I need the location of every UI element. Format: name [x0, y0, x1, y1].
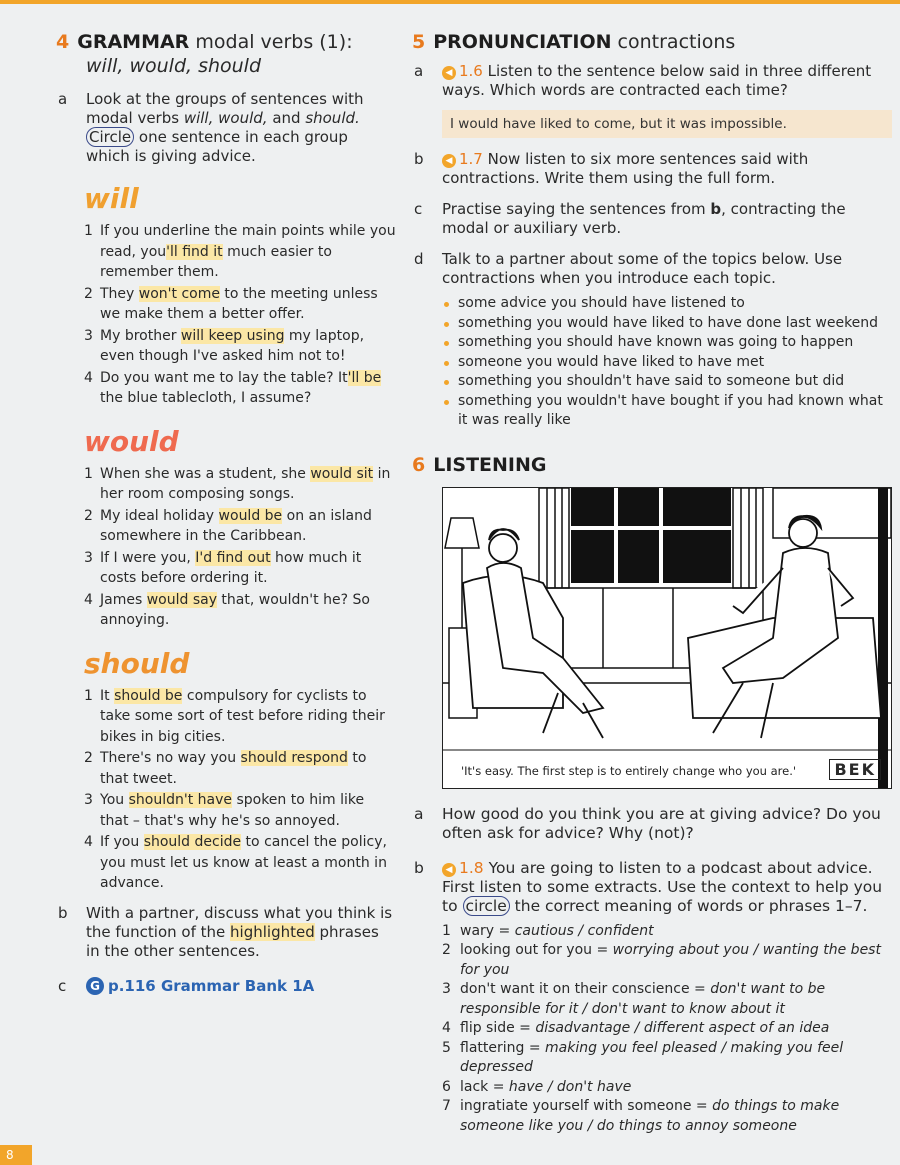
list-item: [84, 506, 396, 547]
item-number: 3: [84, 792, 93, 808]
modal-groups: [56, 182, 396, 894]
item-number: 2: [84, 750, 93, 766]
page-number: 8: [0, 1145, 32, 1165]
cartoon-signature: BEK: [829, 759, 881, 780]
group-heading-should: should: [84, 646, 190, 680]
highlighted-phrase: shouldn't have: [128, 792, 232, 808]
meaning-options: worrying about you / wanting the best for you: [460, 942, 881, 978]
meaning-term: flattering =: [460, 1039, 546, 1056]
meanings-list: [442, 922, 892, 1137]
item-number: 1: [84, 465, 93, 482]
audio-icon[interactable]: ◀: [442, 66, 456, 80]
sentence-post: compulsory for cyclists to take some sort of test before riding their bikes in big cities.: [100, 687, 385, 745]
sentence-post: in her room composing songs.: [100, 465, 391, 502]
example-sentence: I would have liked to come, but it was impossible.: [442, 110, 892, 138]
exercise-5c: c Practise saying the sentences from b, contracting the modal or auxiliary verb.: [414, 200, 846, 237]
item-number: 1: [442, 922, 451, 939]
highlighted-phrase: should be: [114, 687, 183, 704]
list-item: [84, 464, 396, 505]
highlighted-phrase: 'll be: [347, 369, 382, 386]
meaning-item: [442, 1019, 892, 1039]
item-number: 2: [84, 507, 93, 524]
section-6-heading: 6 LISTENING: [412, 453, 547, 476]
top-accent-bar: [0, 0, 900, 4]
meaning-term: don't want it on their conscience =: [460, 981, 711, 997]
sentence-list-will: [56, 221, 396, 409]
sentence-post: spoken to him like that – that's why he's so annoyed.: [100, 792, 365, 829]
meaning-options: do things to make someone like you / do things to annoy someone: [460, 1098, 840, 1134]
sentence-post: to the meeting unless we make them a better offer.: [100, 285, 378, 322]
topic-item: someone you would have liked to have met: [442, 353, 892, 373]
sentence-post: the blue tablecloth, I assume?: [100, 390, 312, 406]
item-number: 4: [84, 834, 93, 850]
cartoon-caption: 'It's easy. The first step is to entirely change who you are.': [461, 763, 797, 778]
sentence-pre: If I were you,: [100, 549, 196, 566]
highlighted-phrase: 'll find it: [166, 243, 223, 260]
meaning-term: wary =: [460, 922, 515, 939]
meaning-item: [442, 922, 892, 942]
topic-item: something you would have liked to have done last weekend: [442, 314, 892, 334]
meaning-term: lack =: [460, 1078, 509, 1095]
list-item: [84, 790, 396, 831]
sentence-post: how much it costs before ordering it.: [100, 549, 362, 586]
left-column: [56, 30, 396, 1002]
sentence-post: much easier to remember them.: [100, 243, 332, 280]
cartoon-drawing: [443, 488, 891, 788]
highlighted-phrase: would be: [218, 507, 283, 524]
sentence-post: that, wouldn't he? So annoying.: [100, 591, 370, 628]
exercise-4c: c G p.116 Grammar Bank 1A: [58, 976, 315, 995]
sentence-pre: If you: [100, 834, 144, 850]
item-number: 3: [84, 327, 93, 344]
item-number: 4: [84, 369, 93, 386]
meaning-options: don't want to be responsible for it / don't want to know about it: [460, 981, 826, 1017]
sentence-post: to cancel the policy, you must let us know at least a month in advance.: [100, 834, 387, 891]
sentence-pre: My ideal holiday: [100, 507, 219, 524]
circled-word: circle: [463, 896, 510, 916]
grammar-bank-link[interactable]: p.116 Grammar Bank 1A: [108, 976, 315, 995]
section-5-heading: 5 PRONUNCIATION contractions: [412, 31, 736, 53]
sentence-list-should: [56, 686, 396, 894]
item-number: 6: [442, 1078, 451, 1095]
exercise-6a: a How good do you think you are at giving advice? Do you often ask for advice? Why (not)?: [414, 804, 881, 842]
meaning-term: looking out for you =: [460, 942, 613, 958]
item-number: 4: [442, 1020, 451, 1036]
item-number: 7: [442, 1098, 451, 1114]
item-number: 3: [84, 549, 93, 566]
group-heading-would: would: [84, 424, 179, 458]
topic-item: something you shouldn't have said to someone but did: [442, 372, 892, 392]
item-number: 2: [442, 942, 451, 958]
sentence-pre: If you underline the main points while you read, you: [100, 223, 396, 260]
circled-word: Circle: [86, 127, 134, 147]
list-item: [84, 326, 396, 367]
topic-item: some advice you should have listened to: [442, 294, 892, 314]
list-item: [84, 590, 396, 631]
sentence-post: on an island somewhere in the Caribbean.: [100, 507, 372, 544]
sentence-pre: My brother: [100, 327, 181, 344]
item-number: 1: [84, 223, 93, 239]
meaning-item: [442, 1097, 892, 1136]
sentence-pre: When she was a student, she: [100, 465, 311, 482]
topic-list: [442, 294, 892, 431]
meaning-item: [442, 1039, 892, 1078]
sentence-pre: They: [100, 285, 139, 302]
item-number: 4: [84, 591, 93, 608]
meaning-item: [442, 941, 892, 980]
highlighted-phrase: would sit: [310, 465, 374, 482]
meaning-options: making you feel pleased / making you feel depressed: [460, 1039, 844, 1075]
list-item: [84, 368, 396, 409]
exercise-4b: b With a partner, discuss what you think is the function of the highlighted phrases in the other sentences.: [58, 903, 393, 960]
meaning-term: flip side =: [460, 1020, 536, 1036]
topic-item: something you wouldn't have bought if you had known what it was really like: [442, 392, 892, 431]
sentence-post: my laptop, even though I've asked him not to!: [100, 327, 365, 364]
list-item: [84, 284, 396, 325]
exercise-5a: a ◀ 1.6 Listen to the sentence below said in three different ways. Which words are contracted each time?: [414, 62, 872, 99]
highlighted-phrase: won't come: [138, 285, 220, 302]
exercise-5b: b ◀ 1.7 Now listen to six more sentences said with contractions. Write them using the full form.: [414, 150, 809, 187]
item-number: 2: [84, 285, 93, 302]
highlighted-phrase: would say: [146, 591, 217, 608]
highlighted-phrase: will keep using: [180, 327, 285, 344]
exercise-6b: b ◀ 1.8 You are going to listen to a podcast about advice. First listen to some extracts. Use the context to help you to circle the correct meaning of words or phrases 1–7.: [414, 858, 883, 915]
grammar-bank-icon: G: [86, 977, 104, 995]
item-number: 5: [442, 1039, 451, 1056]
highlighted-phrase: should decide: [143, 834, 242, 850]
meaning-options: disadvantage / different aspect of an idea: [535, 1020, 830, 1036]
item-number: 3: [442, 981, 451, 997]
cartoon-illustration: [442, 487, 892, 789]
meaning-item: [442, 980, 892, 1019]
meaning-options: have / don't have: [508, 1078, 632, 1095]
exercise-5d: d Talk to a partner about some of the topics below. Use contractions when you introduce each topic.: [414, 250, 843, 287]
topic-item: something you should have known was going to happen: [442, 333, 892, 353]
sentence-pre: James: [100, 591, 147, 608]
audio-icon[interactable]: ◀: [442, 863, 456, 877]
list-item: [84, 221, 396, 283]
meaning-term: ingratiate yourself with someone =: [460, 1098, 713, 1114]
exercise-4a: a Look at the groups of sentences with modal verbs will, would, and should. Circle one sentence in each group which is giving advice.: [58, 90, 364, 165]
meaning-options: cautious / confident: [514, 922, 654, 939]
highlighted-phrase: I'd find out: [195, 549, 271, 566]
sentence-pre: It: [100, 687, 115, 704]
item-number: 1: [84, 687, 93, 704]
list-item: [84, 686, 396, 748]
sentence-pre: Do you want me to lay the table? It: [100, 369, 348, 386]
sentence-list-would: [56, 464, 396, 631]
sentence-pre: There's no way you: [100, 750, 241, 766]
list-item: [84, 832, 396, 894]
sentence-post: to that tweet.: [100, 750, 367, 787]
section-4-heading: 4 GRAMMAR modal verbs (1): will, would, should: [56, 31, 353, 77]
sentence-pre: You: [100, 792, 129, 808]
highlighted-phrase: should respond: [240, 750, 348, 766]
list-item: [84, 548, 396, 589]
audio-icon[interactable]: ◀: [442, 154, 456, 168]
list-item: [84, 748, 396, 789]
meaning-item: [442, 1078, 892, 1098]
right-column: [412, 30, 892, 1136]
group-heading-will: will: [84, 182, 139, 215]
